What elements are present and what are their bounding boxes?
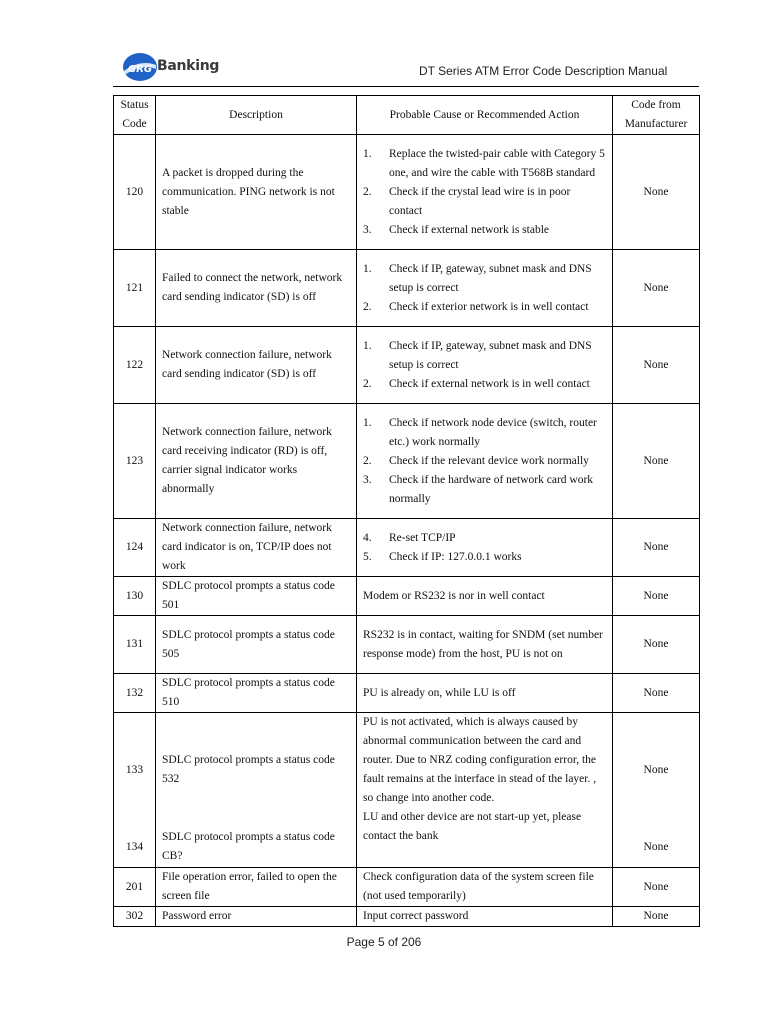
cause-item: 3. Check if the hardware of network card work normally: [363, 473, 594, 505]
header-status-code: Status Code: [114, 96, 156, 135]
manufacturer-code: None: [613, 250, 700, 327]
table-row: [114, 713, 700, 868]
manufacturer-code: None: [613, 616, 700, 674]
description: Network connection failure, network card receiving indicator (RD) is off, carrier signal indicator works abnormally: [156, 404, 357, 519]
status-code: 132: [114, 674, 156, 713]
cause-cell: [357, 404, 613, 519]
grg-logo-mark-icon: [122, 51, 158, 83]
table-row: [114, 327, 700, 404]
cause-text: LU and other device are not start-up yet, please contact the bank: [363, 811, 582, 842]
manufacturer-code: None: [613, 577, 700, 616]
status-code: 133: [125, 763, 144, 776]
cause-text: RS232 is in contact, waiting for SNDM (set number response mode) from the host, PU is not on: [357, 616, 613, 674]
header-cause: Probable Cause or Recommended Action: [357, 96, 613, 135]
manufacturer-code: None: [613, 519, 700, 577]
cause-cell: [357, 250, 613, 327]
logo-wordmark: Banking: [157, 58, 220, 74]
cause-text: Input correct password: [357, 907, 613, 927]
description: SDLC protocol prompts a status code 501: [156, 577, 357, 616]
table-row: [114, 577, 700, 616]
cause-cell: [357, 519, 613, 577]
status-code: 124: [114, 519, 156, 577]
cause-item: 1. Check if IP, gateway, subnet mask and DNS setup is correct: [363, 339, 592, 371]
cause-item: 1. Check if IP, gateway, subnet mask and DNS setup is correct: [363, 262, 592, 294]
header-description: Description: [156, 96, 357, 135]
table-row: [114, 907, 700, 927]
error-code-table: [113, 95, 700, 927]
table-row: [114, 868, 700, 907]
manufacturer-code: None: [613, 404, 700, 519]
status-code: 201: [114, 868, 156, 907]
table-row: [114, 616, 700, 674]
table-row: [114, 519, 700, 577]
cause-item: 2. Check if exterior network is in well contact: [363, 300, 589, 313]
cause-item: 4. Re-set TCP/IP: [363, 531, 456, 544]
document-title: DT Series ATM Error Code Description Manual: [419, 64, 668, 78]
cause-cell: [357, 135, 613, 250]
description: Failed to connect the network, network card sending indicator (SD) is off: [156, 250, 357, 327]
status-code: 134: [125, 840, 144, 853]
table-header-row: [114, 96, 700, 135]
cause-text: PU is already on, while LU is off: [357, 674, 613, 713]
status-code: 120: [114, 135, 156, 250]
description: SDLC protocol prompts a status code CB?: [162, 831, 335, 862]
description-cell: [156, 713, 357, 868]
cause-item: 3. Check if external network is stable: [363, 223, 549, 236]
cause-item: 2. Check if the crystal lead wire is in poor contact: [363, 185, 571, 217]
cause-text: Check configuration data of the system screen file (not used temporarily): [357, 868, 613, 907]
table-row: [114, 404, 700, 519]
manufacturer-code: None: [643, 763, 669, 776]
description: SDLC protocol prompts a status code 532: [162, 754, 335, 785]
cause-text: Modem or RS232 is nor in well contact: [357, 577, 613, 616]
cause-item: 2. Check if the relevant device work normally: [363, 454, 589, 467]
description: SDLC protocol prompts a status code 510: [156, 674, 357, 713]
status-code-cell: [114, 713, 156, 868]
manufacturer-code: None: [613, 674, 700, 713]
table-row: [114, 250, 700, 327]
header-rule: [113, 86, 699, 87]
status-code: 122: [114, 327, 156, 404]
cause-cell: [357, 713, 613, 868]
logo-mark-text: GRG: [127, 64, 153, 75]
description: File operation error, failed to open the screen file: [156, 868, 357, 907]
description: Password error: [156, 907, 357, 927]
cause-item: 1. Check if network node device (switch, router etc.) work normally: [363, 416, 597, 448]
page-number: Page 5 of 206: [346, 935, 422, 949]
status-code: 123: [114, 404, 156, 519]
cause-item: 1. Replace the twisted-pair cable with Category 5 one, and wire the cable with T568B standard: [363, 147, 605, 179]
status-code: 302: [114, 907, 156, 927]
manufacturer-code: None: [613, 868, 700, 907]
status-code: 131: [114, 616, 156, 674]
status-code: 121: [114, 250, 156, 327]
header-manufacturer: Code from Manufacturer: [613, 96, 700, 135]
manufacturer-code: None: [643, 840, 669, 853]
description: Network connection failure, network card indicator is on, TCP/IP does not work: [156, 519, 357, 577]
table-row: [114, 674, 700, 713]
cause-item: 2. Check if external network is in well contact: [363, 377, 590, 390]
manufacturer-cell: [613, 713, 700, 868]
description: Network connection failure, network card sending indicator (SD) is off: [156, 327, 357, 404]
manufacturer-code: None: [613, 135, 700, 250]
description: SDLC protocol prompts a status code 505: [156, 616, 357, 674]
status-code: 130: [114, 577, 156, 616]
grg-banking-logo: [122, 51, 232, 83]
cause-text: PU is not activated, which is always caused by abnormal communication between the card and router. Due to NRZ coding configuration error, the fault remains at the interface in stead of the layer. , so change into another code.: [363, 716, 597, 804]
description: A packet is dropped during the communication. PING network is not stable: [156, 135, 357, 250]
manufacturer-code: None: [613, 907, 700, 927]
table-row: [114, 135, 700, 250]
cause-item: 5. Check if IP: 127.0.0.1 works: [363, 550, 522, 563]
cause-cell: [357, 327, 613, 404]
manufacturer-code: None: [613, 327, 700, 404]
